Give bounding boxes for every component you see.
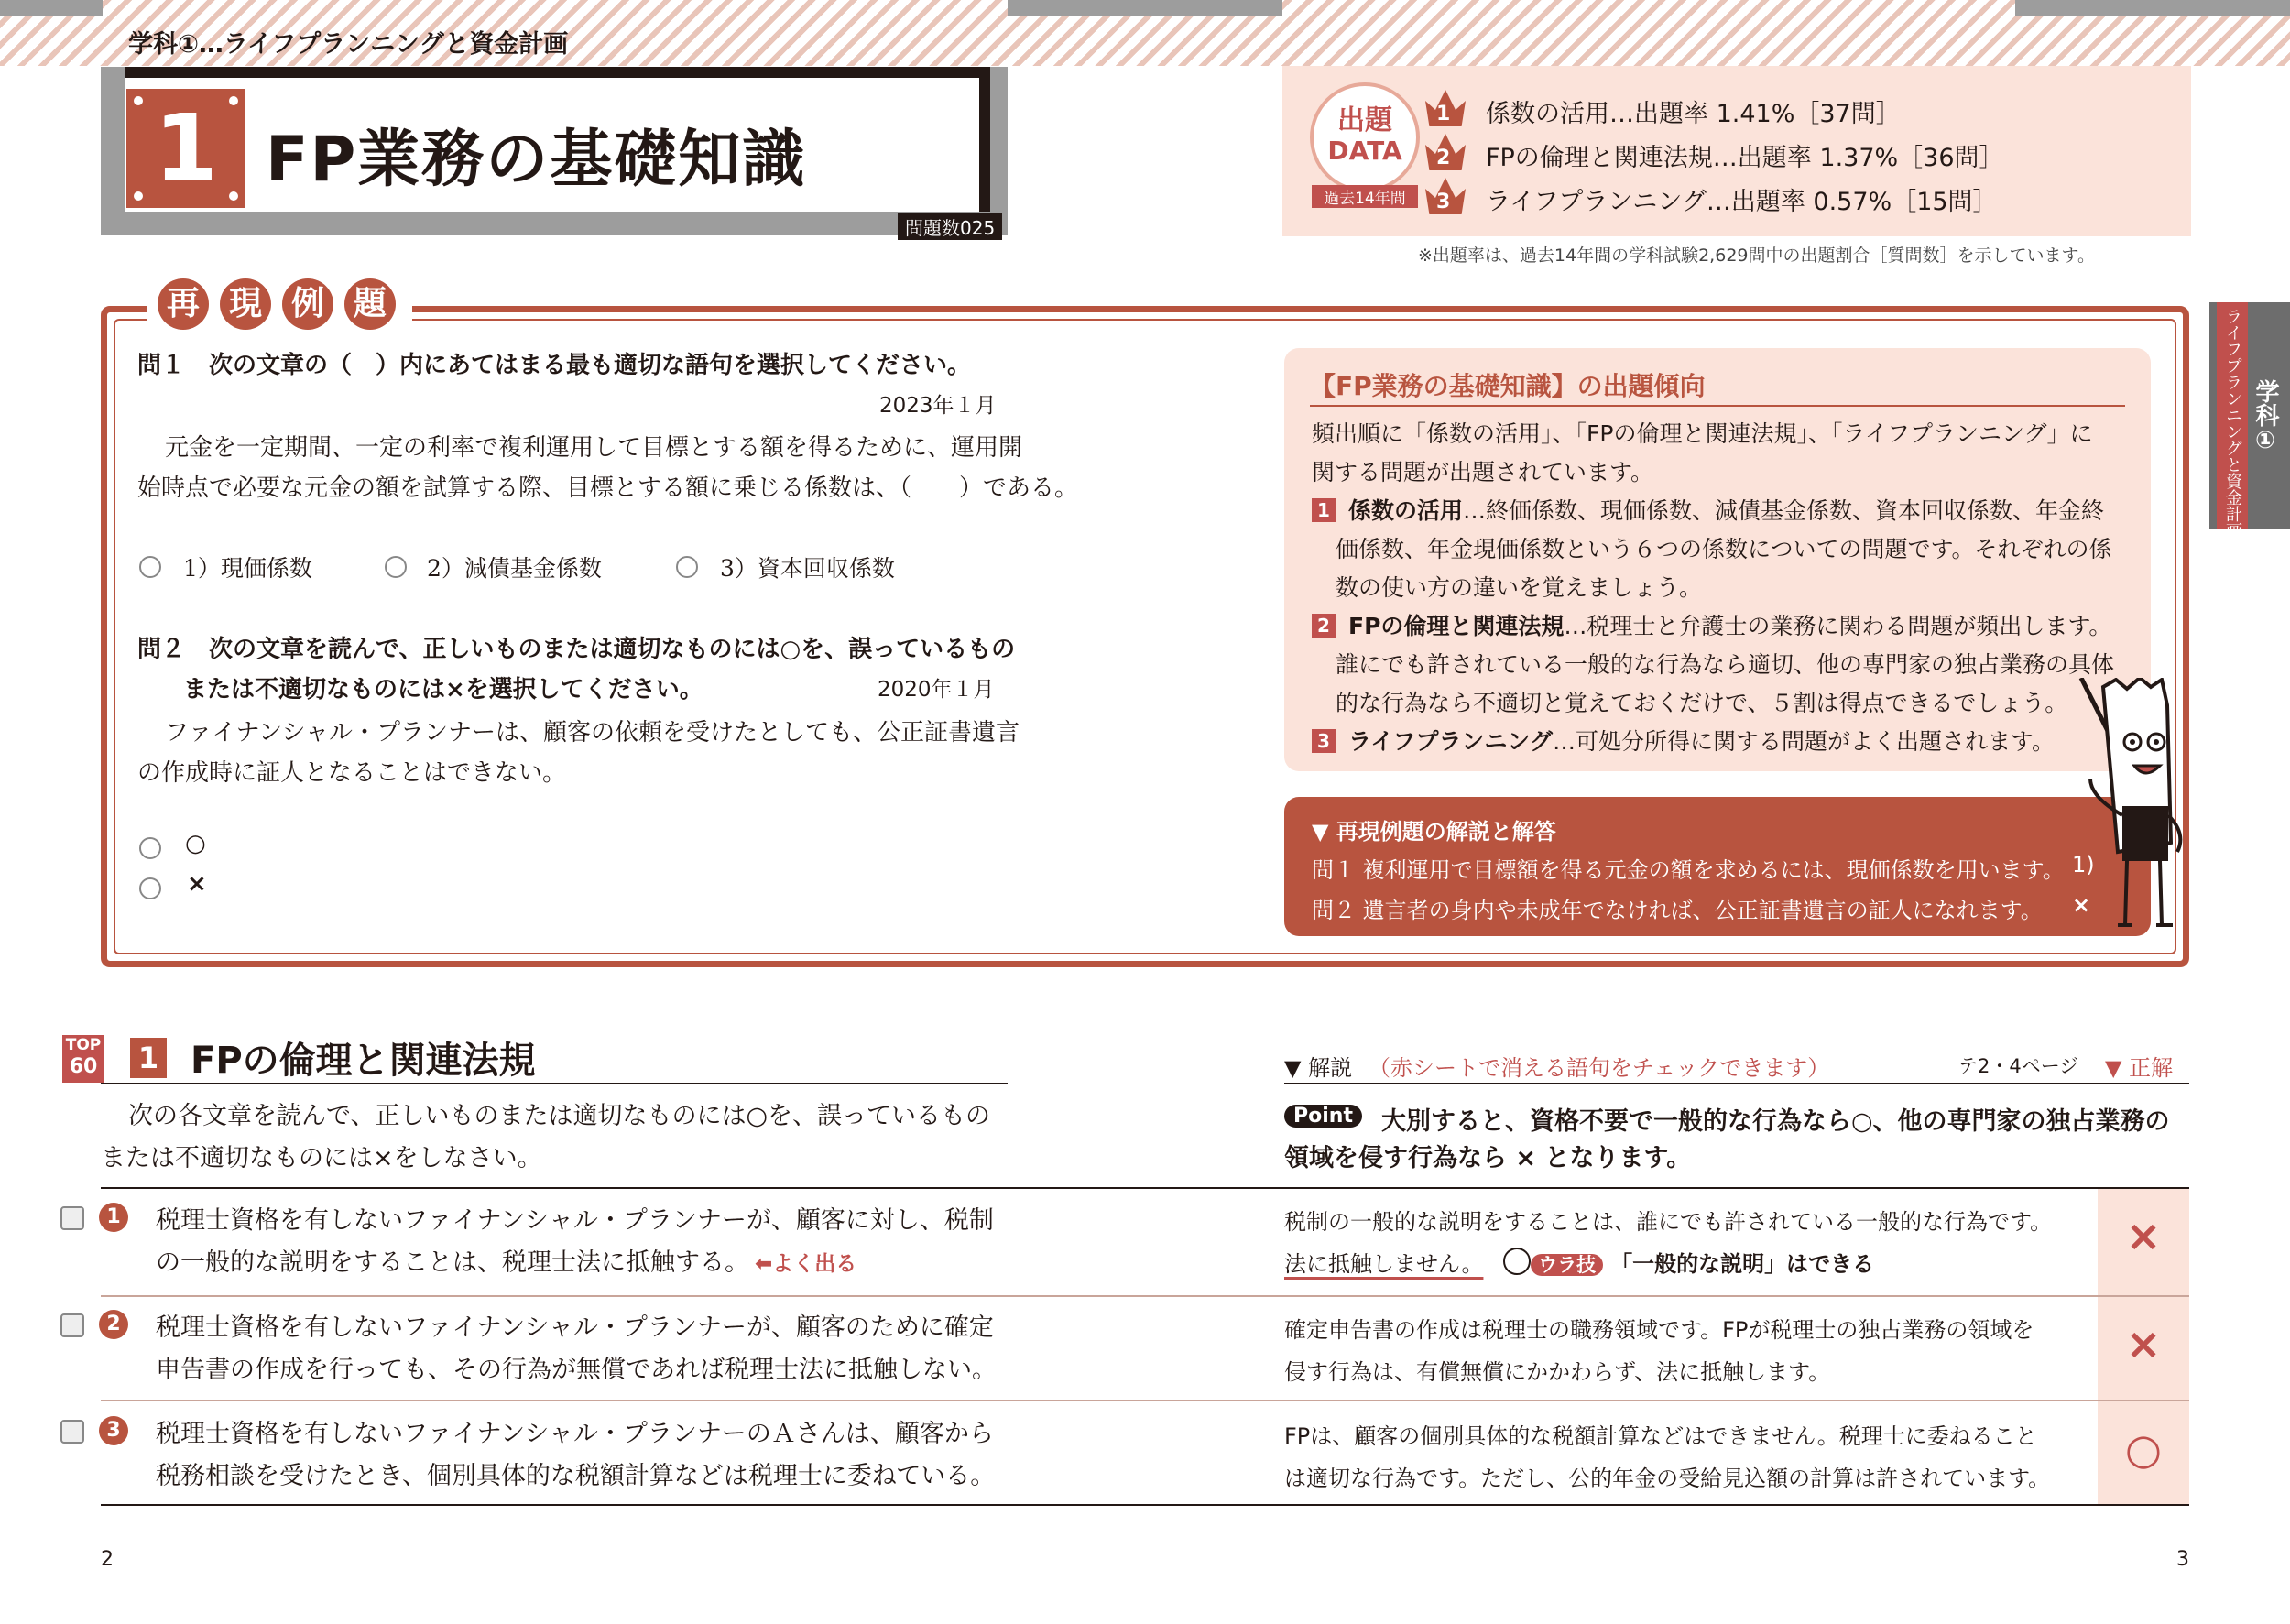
trend-intro: 頻出順に「係数の活用」、「FPの倫理と関連法規」、「ライフプランニング」に [1312, 420, 2093, 447]
side-tab-sub: ライフプランニングと資金計画 [2223, 308, 2242, 539]
header-gray-block [1008, 0, 1282, 16]
question-checkbox[interactable] [60, 1313, 84, 1337]
q1-option[interactable]: 3）資本回収係数 [720, 555, 895, 582]
trend-item-head: FPの倫理と関連法規 [1348, 613, 1565, 639]
section2-number: 1 [130, 1038, 167, 1078]
page-title: FP業務の基礎知識 [266, 124, 807, 196]
trend-divider [1310, 405, 2125, 407]
point-text: 大別すると、資格不要で一般的な行為なら○、他の専門家の独占業務の [1381, 1107, 2170, 1136]
question-text-line: の一般的な説明をすることは、税理士法に抵触する。 [156, 1248, 749, 1277]
section2-rule [101, 1083, 1008, 1084]
corner-dot [229, 191, 238, 201]
trend-item [1312, 493, 2104, 526]
trend-item-text: 価係数、年金現価係数という６つの係数についての問題です。それぞれの係 [1336, 536, 2112, 562]
q2-option[interactable]: × [187, 870, 207, 898]
answer-1-result: 1) [2072, 852, 2095, 877]
q2-label: 問２ 次の文章を読んで、正しいものまたは適切なものには○を、誤っているもの [137, 636, 1016, 663]
frequent-tag: ⬅よく出る [755, 1252, 857, 1276]
ura-text: 「一般的な説明」はできる [1610, 1251, 1875, 1277]
table-rule [101, 1187, 2189, 1189]
side-tab-main: 学科① [2252, 379, 2279, 454]
rank-text: ライフプランニング…出題率 0.57%［15問］ [1486, 188, 1998, 216]
answer-mark: × [2125, 1211, 2162, 1260]
table-bottom-rule [101, 1504, 2189, 1506]
q2-label: または不適切なものには×を選択してください。 [183, 676, 703, 703]
q1-option-radio[interactable] [385, 556, 407, 578]
trend-item-text: 誰にでも許されている一般的な行為なら適切、他の専門家の独占業務の具体 [1336, 651, 2115, 678]
header-gray-block [2015, 0, 2290, 16]
data-badge-bottom: 過去14年間 [1312, 185, 1418, 208]
explanation-text: FPは、顧客の個別具体的な税額計算などはできません。税理士に委ねること [1284, 1423, 2037, 1449]
trend-item-number: 1 [1312, 498, 1336, 522]
example-title-char: 再 [158, 278, 209, 330]
section2-instruction: 次の各文章を読んで、正しいものまたは適切なものには○を、誤っているもの [128, 1102, 991, 1130]
explain-rule [1284, 1083, 2189, 1084]
row-divider [101, 1400, 2189, 1401]
row-divider [101, 1295, 2189, 1297]
example-title-char: 題 [344, 278, 396, 330]
answer-2: 問２ 遺言者の身内や未成年でなければ、公正証書遺言の証人になれます。 [1312, 898, 2043, 923]
top60-badge [62, 1035, 104, 1083]
question-text [156, 1242, 856, 1278]
q1-option[interactable]: 2）減債基金係数 [427, 555, 602, 582]
question-count: 問題数025 [898, 213, 1002, 240]
header-gray-block [0, 0, 103, 16]
mascot-illustration [2072, 678, 2200, 943]
q1-option[interactable]: 1）現価係数 [183, 555, 312, 582]
example-title-char: 現 [220, 278, 271, 330]
q2-option-radio[interactable] [139, 877, 161, 899]
page-reference: テ2・4ページ [1958, 1055, 2079, 1077]
question-checkbox[interactable] [60, 1420, 84, 1444]
explanation-text: は適切な行為です。ただし、公的年金の受給見込額の計算は許されています。 [1284, 1466, 2051, 1491]
ura-label: ウラ技 [1531, 1254, 1603, 1276]
q2-date: 2020年１月 [878, 678, 995, 702]
q1-option-radio[interactable] [139, 556, 161, 578]
answer-mark: ○ [2124, 1424, 2163, 1474]
q1-option-radio[interactable] [676, 556, 698, 578]
rank-text: FPの倫理と関連法規…出題率 1.37%［36問］ [1486, 144, 2004, 172]
answer-1: 問１ 複利運用で目標額を得る元金の額を求めるには、現価係数を用います。 [1312, 857, 2065, 883]
answer-label: ▼ 正解 [2105, 1055, 2174, 1081]
question-text: 税理士資格を有しないファイナンシャル・プランナーが、顧客に対し、税制 [156, 1206, 994, 1235]
trend-item-text: 的な行為なら不適切と覚えておくだけで、５割は得点できるでしょう。 [1336, 690, 2068, 716]
explanation-text: 侵す行為は、有償無償にかかわらず、法に抵触します。 [1284, 1359, 1831, 1385]
question-number: 1 [99, 1203, 128, 1232]
rank-number: 3 [1436, 191, 1451, 213]
explanation-text: 税制の一般的な説明をすることは、誰にでも許されている一般的な行為です。 [1284, 1209, 2053, 1235]
question-text: 税理士資格を有しないファイナンシャル・プランナーのＡさんは、顧客から [156, 1420, 994, 1448]
question-text: 税務相談を受けたとき、個別具体的な税額計算などは税理士に委ねている。 [156, 1462, 996, 1490]
section2-instruction: または不適切なものには×をしなさい。 [101, 1144, 542, 1172]
explanation-line [1284, 1246, 1874, 1278]
question-checkbox[interactable] [60, 1206, 84, 1230]
trend-item-text: …税理士と弁護士の業務に関わる問題が頻出します。 [1564, 613, 2112, 639]
answer-box-title: ▼ 再現例題の解説と解答 [1312, 819, 1556, 845]
answer-2-result: × [2072, 892, 2091, 918]
trend-item [1312, 608, 2111, 641]
top60-badge-top: TOP [65, 1036, 102, 1054]
q2-option[interactable]: ○ [185, 830, 206, 857]
q1-label: 問１ 次の文章の（ ）内にあてはまる最も適切な語句を選択してください。 [137, 352, 972, 379]
trend-item-text: …終価係数、現価係数、減債基金係数、資本回収係数、年金終 [1463, 497, 2105, 524]
question-number: 3 [99, 1416, 128, 1445]
rank-number: 1 [1436, 103, 1451, 125]
example-title [158, 278, 396, 330]
q1-date: 2023年１月 [879, 394, 997, 418]
trend-item [1312, 724, 2055, 757]
point-label: Point [1284, 1105, 1362, 1128]
corner-dot [134, 191, 143, 201]
trend-item-number: 2 [1312, 614, 1336, 638]
answer-mark: × [2125, 1319, 2162, 1368]
top60-badge-num: 60 [69, 1055, 98, 1078]
rank-text: 係数の活用…出題率 1.41%［37問］ [1486, 100, 1901, 128]
rank-number: 2 [1436, 147, 1451, 169]
q2-text: の作成時に証人となることはできない。 [137, 759, 567, 787]
data-note: ※出題率は、過去14年間の学科試験2,629問中の出題割合［質問数］を示しています。 [1418, 245, 2095, 266]
explanation-text: 法に抵触しません。 [1284, 1251, 1484, 1277]
explain-label: ▼ 解説 [1284, 1055, 1353, 1081]
ura-icon [1503, 1248, 1531, 1275]
question-number: 2 [99, 1310, 128, 1339]
trend-item-number: 3 [1312, 729, 1336, 753]
corner-dot [229, 96, 238, 105]
trend-item-text: 数の使い方の違いを覚えましょう。 [1336, 574, 1703, 601]
trend-title: 【FP業務の基礎知識】の出題傾向 [1310, 371, 1706, 401]
q2-text: ファイナンシャル・プランナーは、顧客の依頼を受けたとしても、公正証書遺言 [165, 719, 1020, 747]
section-number: 1 [154, 94, 218, 202]
question-text: 申告書の作成を行っても、その行為が無償であれば税理士法に抵触しない。 [156, 1356, 997, 1384]
explain-note: （赤シートで消える語句をチェックできます） [1369, 1055, 1830, 1081]
point-text: 領域を侵す行為なら × となります。 [1284, 1144, 1692, 1172]
section2-title: FPの倫理と関連法規 [191, 1040, 536, 1082]
question-text: 税理士資格を有しないファイナンシャル・プランナーが、顧客のために確定 [156, 1313, 994, 1342]
trend-item-head: ライフプランニング [1348, 728, 1554, 755]
data-badge-mid: DATA [1327, 136, 1402, 166]
data-badge-top: 出題 [1337, 104, 1392, 136]
page-number-left: 2 [101, 1548, 114, 1571]
q1-text: 元金を一定期間、一定の利率で複利運用して目標とする額を得るために、運用開 [165, 434, 1023, 462]
trend-item-text: …可処分所得に関する問題がよく出題されます。 [1553, 728, 2056, 755]
explanation-text: 確定申告書の作成は税理士の職務領域です。FPが税理士の独占業務の領域を [1284, 1317, 2034, 1343]
q1-text: 始時点で必要な元金の額を試算する際、目標とする額に乗じる係数は、（ ）である。 [137, 474, 1079, 502]
example-title-char: 例 [282, 278, 333, 330]
page-number-right: 3 [2176, 1548, 2189, 1571]
corner-dot [134, 96, 143, 105]
trend-item-head: 係数の活用 [1348, 497, 1464, 524]
chapter-title: 学科①…ライフプランニングと資金計画 [128, 30, 569, 59]
trend-intro: 関する問題が出題されています。 [1312, 459, 1654, 485]
q2-option-radio[interactable] [139, 837, 161, 859]
